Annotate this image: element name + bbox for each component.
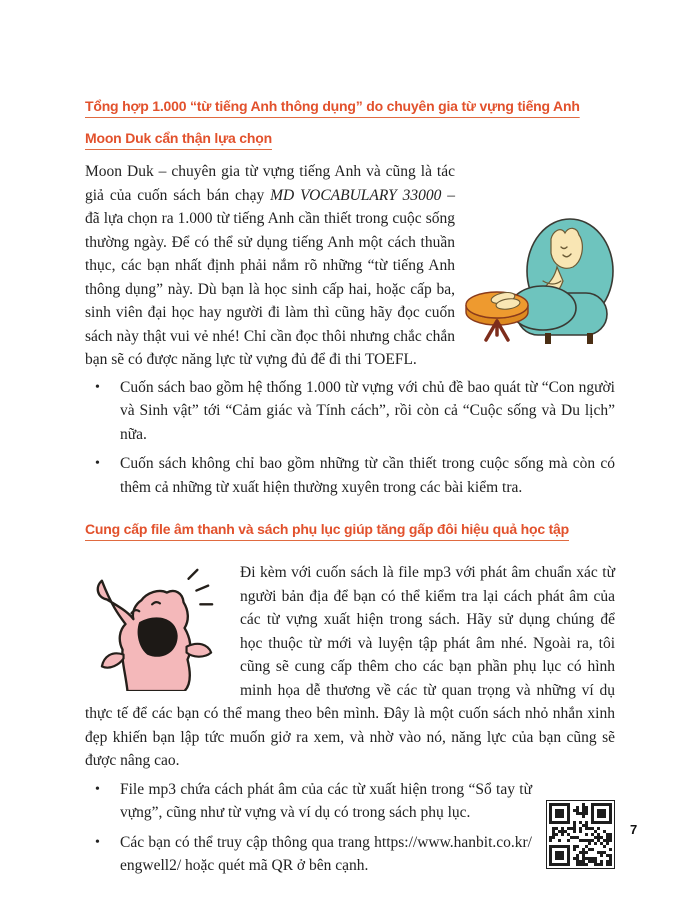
section2-paragraph-text: Đi kèm với cuốn sách là file mp3 với phát âm chuẩn xác từ người bản địa để bạn có thể kiểm tra lại cách phát âm của các từ vựng xuất hiện trong sách. Hãy sử dụng chúng để học thuộc từ mới và luyện tập phát âm nhé. Ngoài ra, tôi cũng sẽ cung cấp thêm cho các bạn phần phụ lục có hình minh họa dễ thương về các từ quan trọng và những ví dụ thực tế để các bạn có thể mang theo bên mình. Đây là một cuốn sách nhỏ nhắn xinh đẹp khiến bạn lập tức muốn giở ra xem, và nhờ vào nó, năng lực của bạn cũng sẽ được nâng cao. xyxy=(85,564,615,769)
section1-heading-line1: Tổng hợp 1.000 “từ tiếng Anh thông dụng” do chuyên gia từ vựng tiếng Anh xyxy=(85,98,580,114)
section2-bullets-wrap xyxy=(85,778,615,878)
section2-heading-line1: Cung cấp file âm thanh và sách phụ lục giúp tăng gấp đôi hiệu quả học tập xyxy=(85,521,569,537)
bunny-arm xyxy=(102,653,124,667)
bullet-item xyxy=(85,452,615,499)
page-number: 7 xyxy=(630,822,638,837)
section2-heading xyxy=(85,513,615,545)
section1-heading xyxy=(85,90,615,154)
bullet-text: File mp3 chứa cách phát âm của các từ xuất hiện trong “Sổ tay từ vựng”, cũng như từ vựng và ví dụ có trong sách phụ lục. xyxy=(120,780,532,821)
bullet-marker: • xyxy=(95,834,100,850)
section1-bullet-list xyxy=(85,376,615,500)
book-title-italic: MD VOCABULARY 33000 xyxy=(270,186,442,204)
bullet-marker: • xyxy=(95,379,100,395)
armchair-leg xyxy=(545,333,551,344)
section1-heading-line2: Moon Duk cẩn thận lựa chọn xyxy=(85,130,272,146)
bullet-marker: • xyxy=(95,781,100,797)
section2-paragraph xyxy=(85,561,615,773)
bunny-mouth xyxy=(138,617,178,656)
bullet-text: Cuốn sách bao gồm hệ thống 1.000 từ vựng với chủ đề bao quát từ “Con người và Sinh vật” tới “Cảm giác và Tính cách”, rồi còn cả “Cuộc sống và Du lịch” nữa. xyxy=(120,378,615,443)
cat-armchair-illustration xyxy=(465,209,615,344)
bullet-text-url: Các bạn có thể truy cập thông qua trang https://www.hanbit.co.kr/ xyxy=(120,833,532,851)
excitement-lines xyxy=(189,570,213,604)
armchair-leg xyxy=(587,333,593,344)
bullet-item xyxy=(85,778,615,825)
section2-bullet-list xyxy=(85,778,615,878)
cat-head xyxy=(551,228,582,268)
bullet-item xyxy=(85,831,615,878)
bullet-item xyxy=(85,376,615,447)
page-content xyxy=(85,90,615,884)
section1-paragraph xyxy=(85,160,615,372)
bunny-arm xyxy=(187,644,212,657)
section1-paragraph-lead: Moon Duk – chuyên gia từ vựng tiếng Anh và cũng là tác giả của cuốn sách bán chạy xyxy=(85,163,455,204)
bullet-text: engwell2/ hoặc quét mã QR ở bên cạnh. xyxy=(120,857,369,874)
happy-bunny-illustration xyxy=(85,563,230,691)
section1-paragraph-rest: – đã lựa chọn ra 1.000 từ tiếng Anh cần thiết trong cuộc sống thường ngày. Để có thể sử dụng tiếng Anh một cách thuần thục, các bạn nhất định phải nắm rõ những “từ tiếng Anh thông dụng” này. Dù bạn là học sinh cấp hai, hoặc cấp ba, sinh viên đại học hay người đi làm thì cũng hãy đọc cuốn sách này thật vui vẻ nhé! Chỉ cần đọc thôi nhưng chắc chắn bạn sẽ có được năng lực từ vựng đủ để đi thi TOEFL. xyxy=(85,186,456,368)
bullet-text: Cuốn sách không chỉ bao gồm những từ cần thiết trong cuộc sống mà còn có thêm cả những từ xuất hiện thường xuyên trong các bài kiểm tra. xyxy=(120,455,615,496)
bullet-marker: • xyxy=(95,456,100,471)
